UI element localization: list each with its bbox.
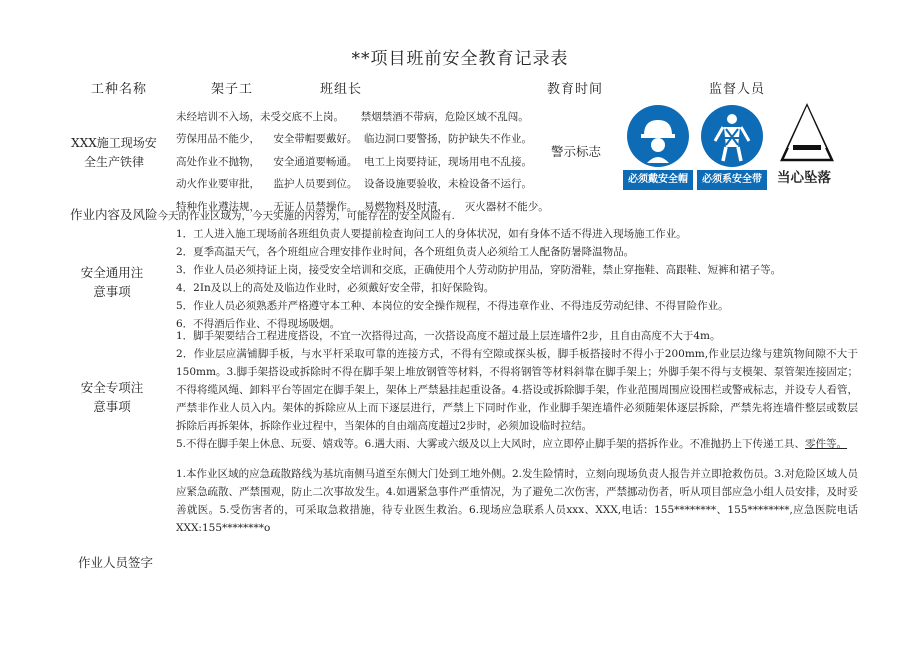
work-type-value: 架子工: [211, 82, 254, 97]
rule-text: 设备设施要验收，未检设备不运行。: [364, 178, 533, 190]
helmet-sign-caption: 必须戴安全帽: [623, 170, 693, 190]
team-leader-label: 班组长: [320, 82, 363, 97]
harness-sign: [697, 105, 767, 190]
iron-rules-line: [176, 173, 532, 196]
fall-warning-caption: 当心坠落: [777, 170, 831, 186]
supervisor-label: 监督人员: [709, 82, 766, 97]
work-type-label: 工种名称: [91, 82, 148, 97]
rule-text: 未经培训不入场，未受交底不上岗。: [176, 111, 344, 123]
rule-text: 禁烟禁酒不带病，危险区域不乱闯。: [360, 111, 529, 123]
list-item: 5．作业人员必须熟悉并严格遵守本工种、本岗位的安全操作规程，不得违章作业、不得违反劳动纪律、不得冒险作业。: [176, 300, 729, 312]
list-item: 3．作业人员必须持证上岗，接受安全培训和交底，正确使用个人劳动防护用品，穿防滑鞋，禁止穿拖鞋、高跟鞋、短裤和裙子等。: [176, 264, 782, 276]
page-title: **项目班前安全教育记录表: [351, 49, 569, 69]
special-notes-label: 安全专项注意事项: [80, 380, 144, 414]
rule-text: 易燃物料及时清，: [364, 201, 449, 213]
special-notes-list: [176, 327, 858, 453]
rule-text: 安全带帽要戴好。: [273, 133, 358, 145]
list-item: 2．夏季高温天气，各个班组应合理安排作业时间，各个班组负责人必须给工人配备防暑降温物品。: [176, 246, 635, 258]
helmet-sign: [623, 105, 693, 190]
rule-text: 监护人员要到位。: [273, 178, 358, 190]
fall-warning-sign: [779, 103, 835, 186]
list-item: 4．2In及以上的高处及临边作业时，必须戴好安全带，扣好保险钩。: [176, 282, 495, 294]
general-notes-list: [176, 225, 866, 333]
list-item-text: 零件等。: [805, 438, 848, 450]
list-item: [176, 435, 858, 453]
work-content-label: 作业内容及风险: [70, 207, 158, 222]
list-item: 6．不得酒后作业、不得现场吸烟。: [176, 318, 341, 330]
work-content-row: [70, 205, 455, 223]
rule-text: 临边洞口要警扬，防护缺失不作业。: [364, 133, 533, 145]
rule-text: 高处作业不抛物，: [176, 156, 260, 168]
iron-rules-line: [176, 106, 529, 129]
rule-text: 无证人员禁操作。: [273, 201, 358, 213]
rule-text: 特种作业遵法规，: [176, 201, 260, 213]
work-content-text: 今天的作业区域为，今天实施的内容为，可能存在的安全风险有.: [157, 210, 455, 222]
safety-harness-icon: [701, 105, 763, 167]
general-notes-label: 安全通用注意事项: [80, 265, 144, 299]
signature-label: 作业人员签字: [78, 555, 154, 570]
iron-rules-label: XXX施工现场安全生产铁律: [71, 136, 157, 169]
harness-sign-caption: 必须系安全带: [697, 170, 767, 190]
fall-warning-icon: [779, 103, 835, 163]
iron-rules-line: [176, 128, 532, 151]
warning-signs-label: 警示标志: [551, 144, 602, 159]
list-item: 1．脚手架要结合工程进度搭设，不宜一次搭得过高，一次搭设高度不超过最上层连墙件2步，且自由高度不大于4m。: [176, 330, 721, 342]
rule-text: 动火作业要审批，: [176, 178, 260, 190]
rule-text: 灭火器材不能少。: [464, 201, 549, 213]
rule-text: 劳保用品不能少，: [176, 133, 260, 145]
rule-text: 电工上岗要持证，现场用电不乱接。: [364, 156, 533, 168]
list-item: 2．作业层应满铺脚手板，与水平杆采取可靠的连接方式，不得有空隙或探头板，脚手板搭接时不得小于200mm,作业层边缘与建筑物间隙不大于150mm。3.脚手架搭设或拆除时不得在脚手架上堆放钢管等材料，不得将钢管等材料斜靠在脚手架上；外脚手架不得与支模架、泵管架连接固定；不得将缆风绳、卸料平台等固定在脚手架上，架体上严禁悬挂起重设备。4.搭设或拆除脚手架，作业范围周围应设围栏或警戒标志，并设专人看管，严禁非作业人员入内。架体的拆除应从上而下逐层进行，严禁上下同时作业，作业脚手架连墙件必须随架体逐层拆除，严禁先将连墙件整层或数层拆除后再拆架体，拆除作业过程中，当架体的自由端高度超过2步时，必须加设临时拉结。: [176, 348, 859, 432]
iron-rules-line: [176, 151, 532, 174]
list-item-text: 5.不得在脚手架上休息、玩耍、嬉戏等。6.遇大雨、大雾或六级及以上大风时，应立即停止脚手架的搭拆作业。不准抛扔上下传递工具、: [176, 438, 806, 450]
emergency-text: 1.本作业区域的应急疏散路线为基坑南侧马道至东侧大门处到工地外侧。2.发生险情时，立刻向现场负责人报告并立即抢救伤员。3.对危险区域人员应紧急疏散、严禁围观，防止二次事故发生。4.如遇紧急事件严重情况，为了避免二次伤害，严禁挪动伤者，听从项目部应急小组人员安排，及时妥善就医。5.受伤害者的，可采取急救措施，待专业医生救治。6.现场应急联系人员xxx、XXX,电话：155********、155********,应急医院电话XXX:155********o: [176, 468, 859, 534]
list-item: 1．工人进入施工现场前各班组负责人要提前检查询问工人的身体状况，如有身体不适不得进入现场施工作业。: [176, 228, 687, 240]
rule-text: 安全通道要畅通。: [273, 156, 358, 168]
helmet-icon: [627, 105, 689, 167]
education-time-label: 教育时间: [547, 82, 604, 97]
